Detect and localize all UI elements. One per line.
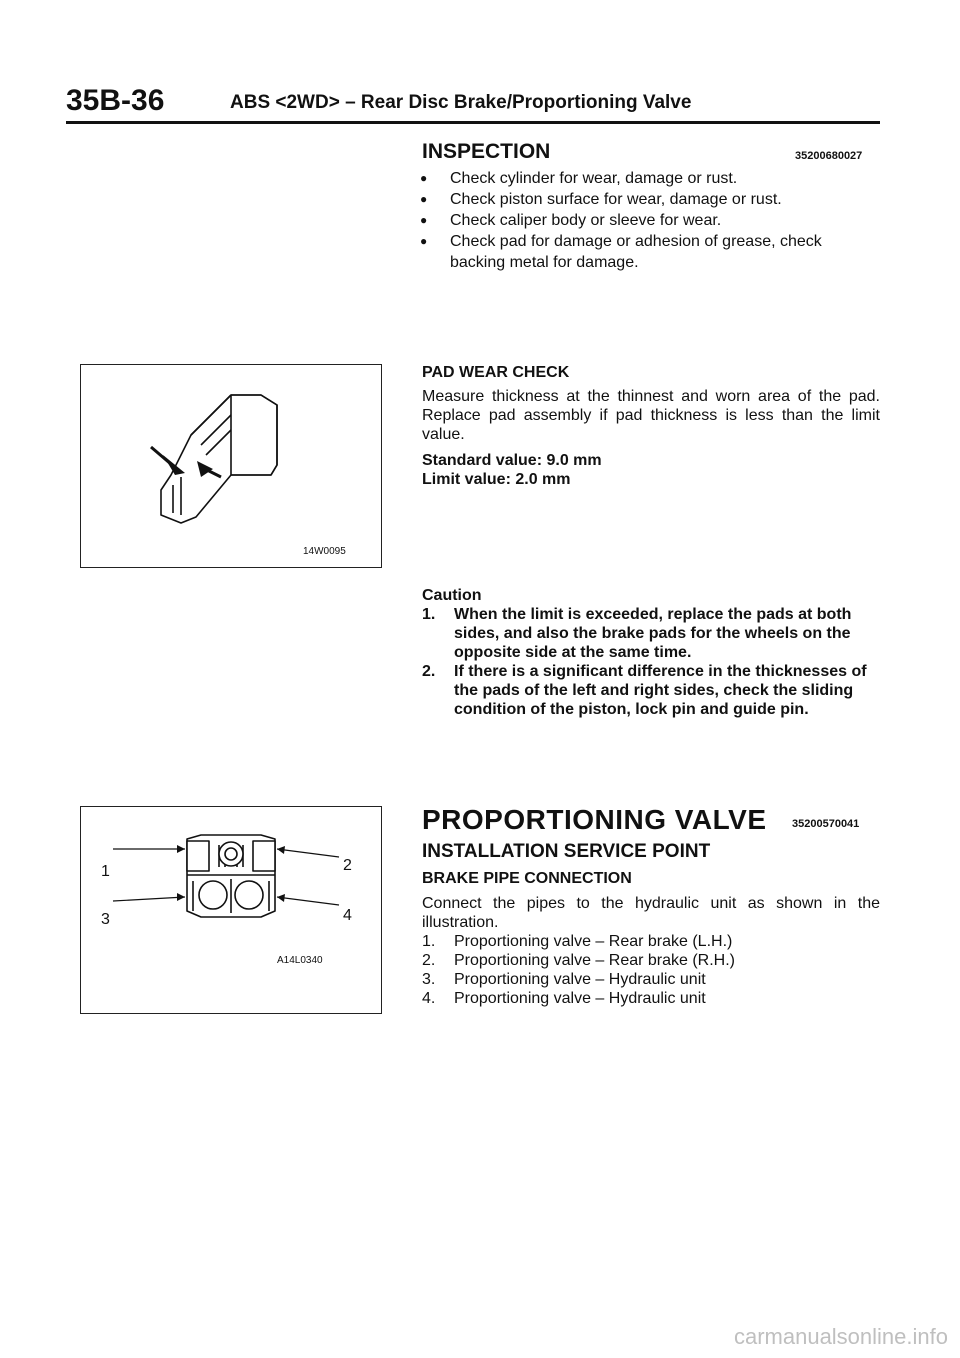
valve-item — [422, 932, 880, 951]
valve-title: PROPORTIONING VALVE — [422, 804, 767, 835]
inspection-bullet: ● Check piston surface for wear, damage or rust. — [418, 189, 880, 210]
valve-item-text: Proportioning valve – Rear brake (L.H.) — [454, 933, 733, 950]
service-point-title: INSTALLATION SERVICE POINT — [422, 841, 711, 862]
brake-pipe-title: BRAKE PIPE CONNECTION — [422, 870, 632, 887]
valve-body: Connect the pipes to the hydraulic unit as shown in the illustration. — [422, 895, 880, 931]
pad-figure-code: 14W0095 — [303, 546, 346, 557]
proportioning-valve-illustration — [81, 807, 381, 1013]
caution-title: Caution — [422, 587, 482, 604]
valve-item-text: Proportioning valve – Hydraulic unit — [454, 971, 706, 988]
valve-list — [422, 932, 880, 1008]
callout-3: 3 — [101, 911, 110, 928]
page-number: 35B-36 — [66, 84, 165, 117]
standard-value: Standard value: 9.0 mm — [422, 452, 602, 469]
limit-value: Limit value: 2.0 mm — [422, 471, 571, 488]
caution-num: 1. — [422, 606, 436, 623]
pad-wear-body: Measure thickness at the thinnest and worn area of the pad. Replace pad assembly if pad thickness is less than the limit value. — [422, 388, 880, 443]
callout-1: 1 — [101, 863, 110, 880]
callout-2: 2 — [343, 857, 352, 874]
valve-code: 35200570041 — [792, 818, 860, 830]
valve-item-text: Proportioning valve – Rear brake (R.H.) — [454, 952, 736, 969]
page-title: ABS <2WD> – Rear Disc Brake/Proportioning Valve — [230, 92, 692, 113]
header-rule — [66, 121, 880, 124]
valve-item-num: 3. — [422, 971, 436, 988]
pad-wear-figure — [80, 364, 382, 568]
valve-item — [422, 989, 880, 1008]
valve-item-num: 1. — [422, 933, 436, 950]
valve-figure — [80, 806, 382, 1014]
inspection-bullet: ● Check pad for damage or adhesion of grease, check backing metal for damage. — [418, 231, 880, 273]
valve-item — [422, 970, 880, 989]
inspection-bullet: ● Check cylinder for wear, damage or rust. — [418, 168, 880, 189]
valve-figure-code: A14L0340 — [277, 955, 323, 966]
valve-item — [422, 951, 880, 970]
valve-item-text: Proportioning valve – Hydraulic unit — [454, 990, 706, 1007]
caution-item — [422, 605, 880, 662]
valve-item-num: 4. — [422, 990, 436, 1007]
pad-wear-title: PAD WEAR CHECK — [422, 364, 570, 381]
caution-num: 2. — [422, 663, 436, 680]
valve-item-num: 2. — [422, 952, 436, 969]
inspection-list — [418, 168, 880, 273]
caution-list — [422, 605, 880, 719]
brake-pad-illustration — [81, 365, 381, 567]
caution-text: If there is a significant difference in the thicknesses of the pads of the left and right sides, check the sliding condition of the piston, lock pin and guide pin. — [454, 663, 867, 718]
caution-text: When the limit is exceeded, replace the pads at both sides, and also the brake pads for the wheels on the opposite side at the same time. — [454, 606, 852, 661]
callout-4: 4 — [343, 907, 352, 924]
inspection-code: 35200680027 — [795, 150, 863, 162]
caution-item — [422, 662, 880, 719]
watermark[interactable]: carmanualsonline.info — [733, 1324, 948, 1349]
inspection-title: INSPECTION — [422, 140, 551, 163]
inspection-bullet: ● Check caliper body or sleeve for wear. — [418, 210, 880, 231]
